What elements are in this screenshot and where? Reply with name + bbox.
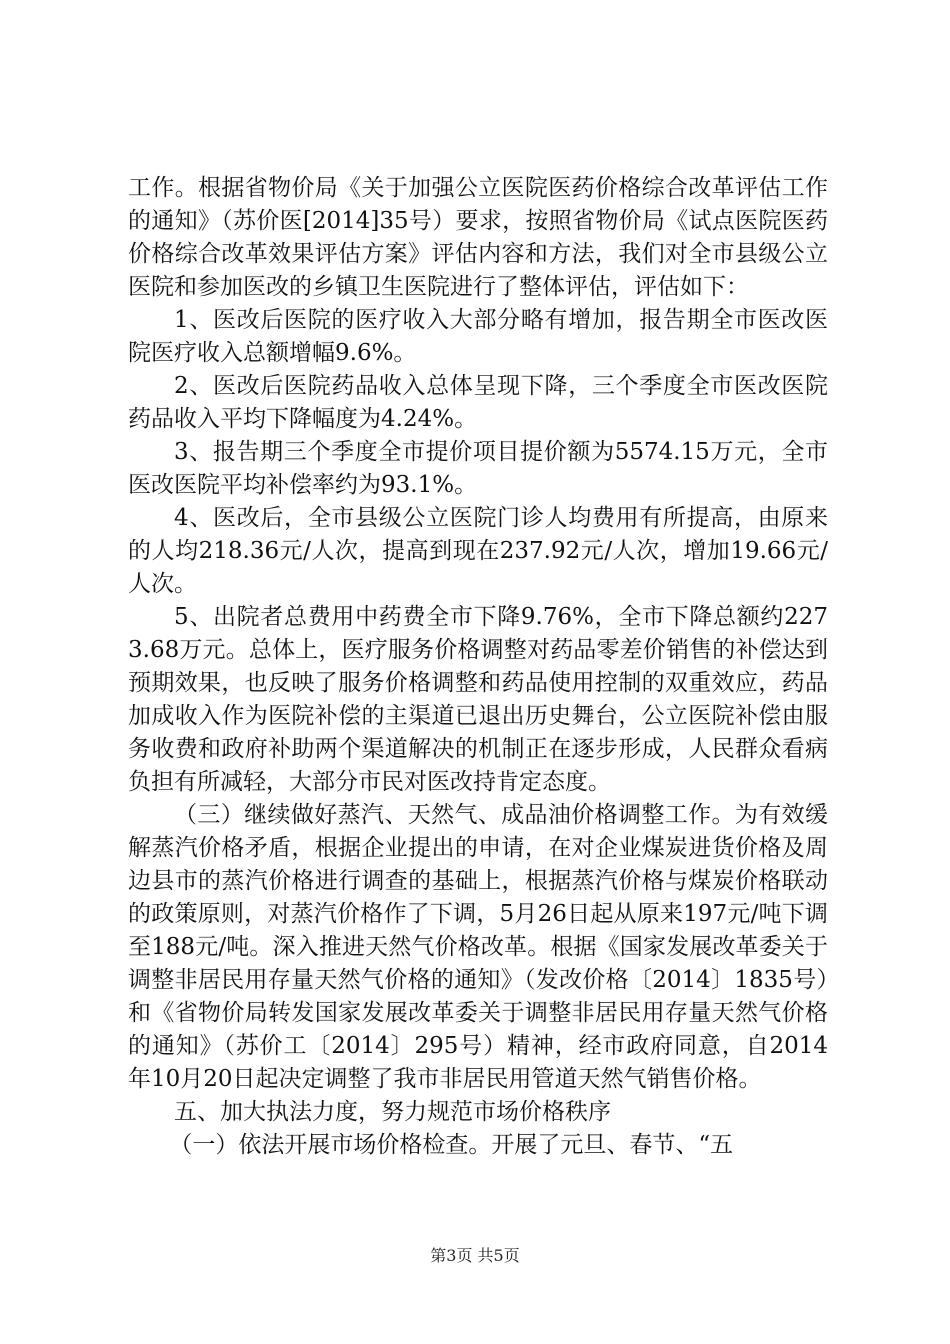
paragraph-item-3: 3、报告期三个季度全市提价项目提价额为5574.15万元，全市医改医院平均补偿率约为93.1%。: [128, 439, 828, 498]
paragraph-intro: 工作。根据省物价局《关于加强公立医院医药价格综合改革评估工作的通知》（苏价医[2014]35号）要求，按照省物价局《试点医院医药价格综合改革效果评估方案》评估内容和方法，我们对全市县级公立医院和参加医改的乡镇卫生医院进行了整体评估，评估如下：: [128, 175, 828, 300]
section-heading-5: 五、加大执法力度，努力规范市场价格秩序: [174, 1099, 611, 1125]
document-body: [128, 172, 828, 1162]
paragraph-item-1: 1、医改后医院的医疗收入大部分略有增加，报告期全市医改医院医疗收入总额增幅9.6%。: [128, 307, 828, 366]
paragraph-item-2: 2、医改后医院药品收入总体呈现下降，三个季度全市医改医院药品收入平均下降幅度为4.24%。: [128, 373, 828, 432]
paragraph-section-3: （三）继续做好蒸汽、天然气、成品油价格调整工作。为有效缓解蒸汽价格矛盾，根据企业提出的申请，在对企业煤炭进货价格及周边县市的蒸汽价格进行调查的基础上，根据蒸汽价格与煤炭价格联动的政策原则，对蒸汽价格作了下调，5月26日起从原来197元/吨下调至188元/吨。深入推进天然气价格改革。根据《国家发展改革委关于调整非居民用存量天然气价格的通知》（发改价格〔2014〕1835号）和《省物价局转发国家发展改革委关于调整非居民用存量天然气价格的通知》（苏价工〔2014〕295号）精神，经市政府同意，自2014年10月20日起决定调整了我市非居民用管道天然气销售价格。: [128, 802, 828, 1092]
paragraph-section-5-1: （一）依法开展市场价格检查。开展了元旦、春节、“五: [169, 1132, 734, 1158]
paragraph-item-4: 4、医改后，全市县级公立医院门诊人均费用有所提高，由原来的人均218.36元/人次，提高到现在237.92元/人次，增加19.66元/人次。: [128, 505, 828, 597]
page-footer: 第3页 共5页: [430, 1246, 520, 1265]
paragraph-item-5: 5、出院者总费用中药费全市下降9.76%，全市下降总额约2273.68万元。总体上，医疗服务价格调整对药品零差价销售的补偿达到预期效果，也反映了服务价格调整和药品使用控制的双重效应，药品加成收入作为医院补偿的主渠道已退出历史舞台，公立医院补偿由服务收费和政府补助两个渠道解决的机制正在逐步形成，人民群众看病负担有所减轻，大部分市民对医改持肯定态度。: [128, 604, 828, 795]
